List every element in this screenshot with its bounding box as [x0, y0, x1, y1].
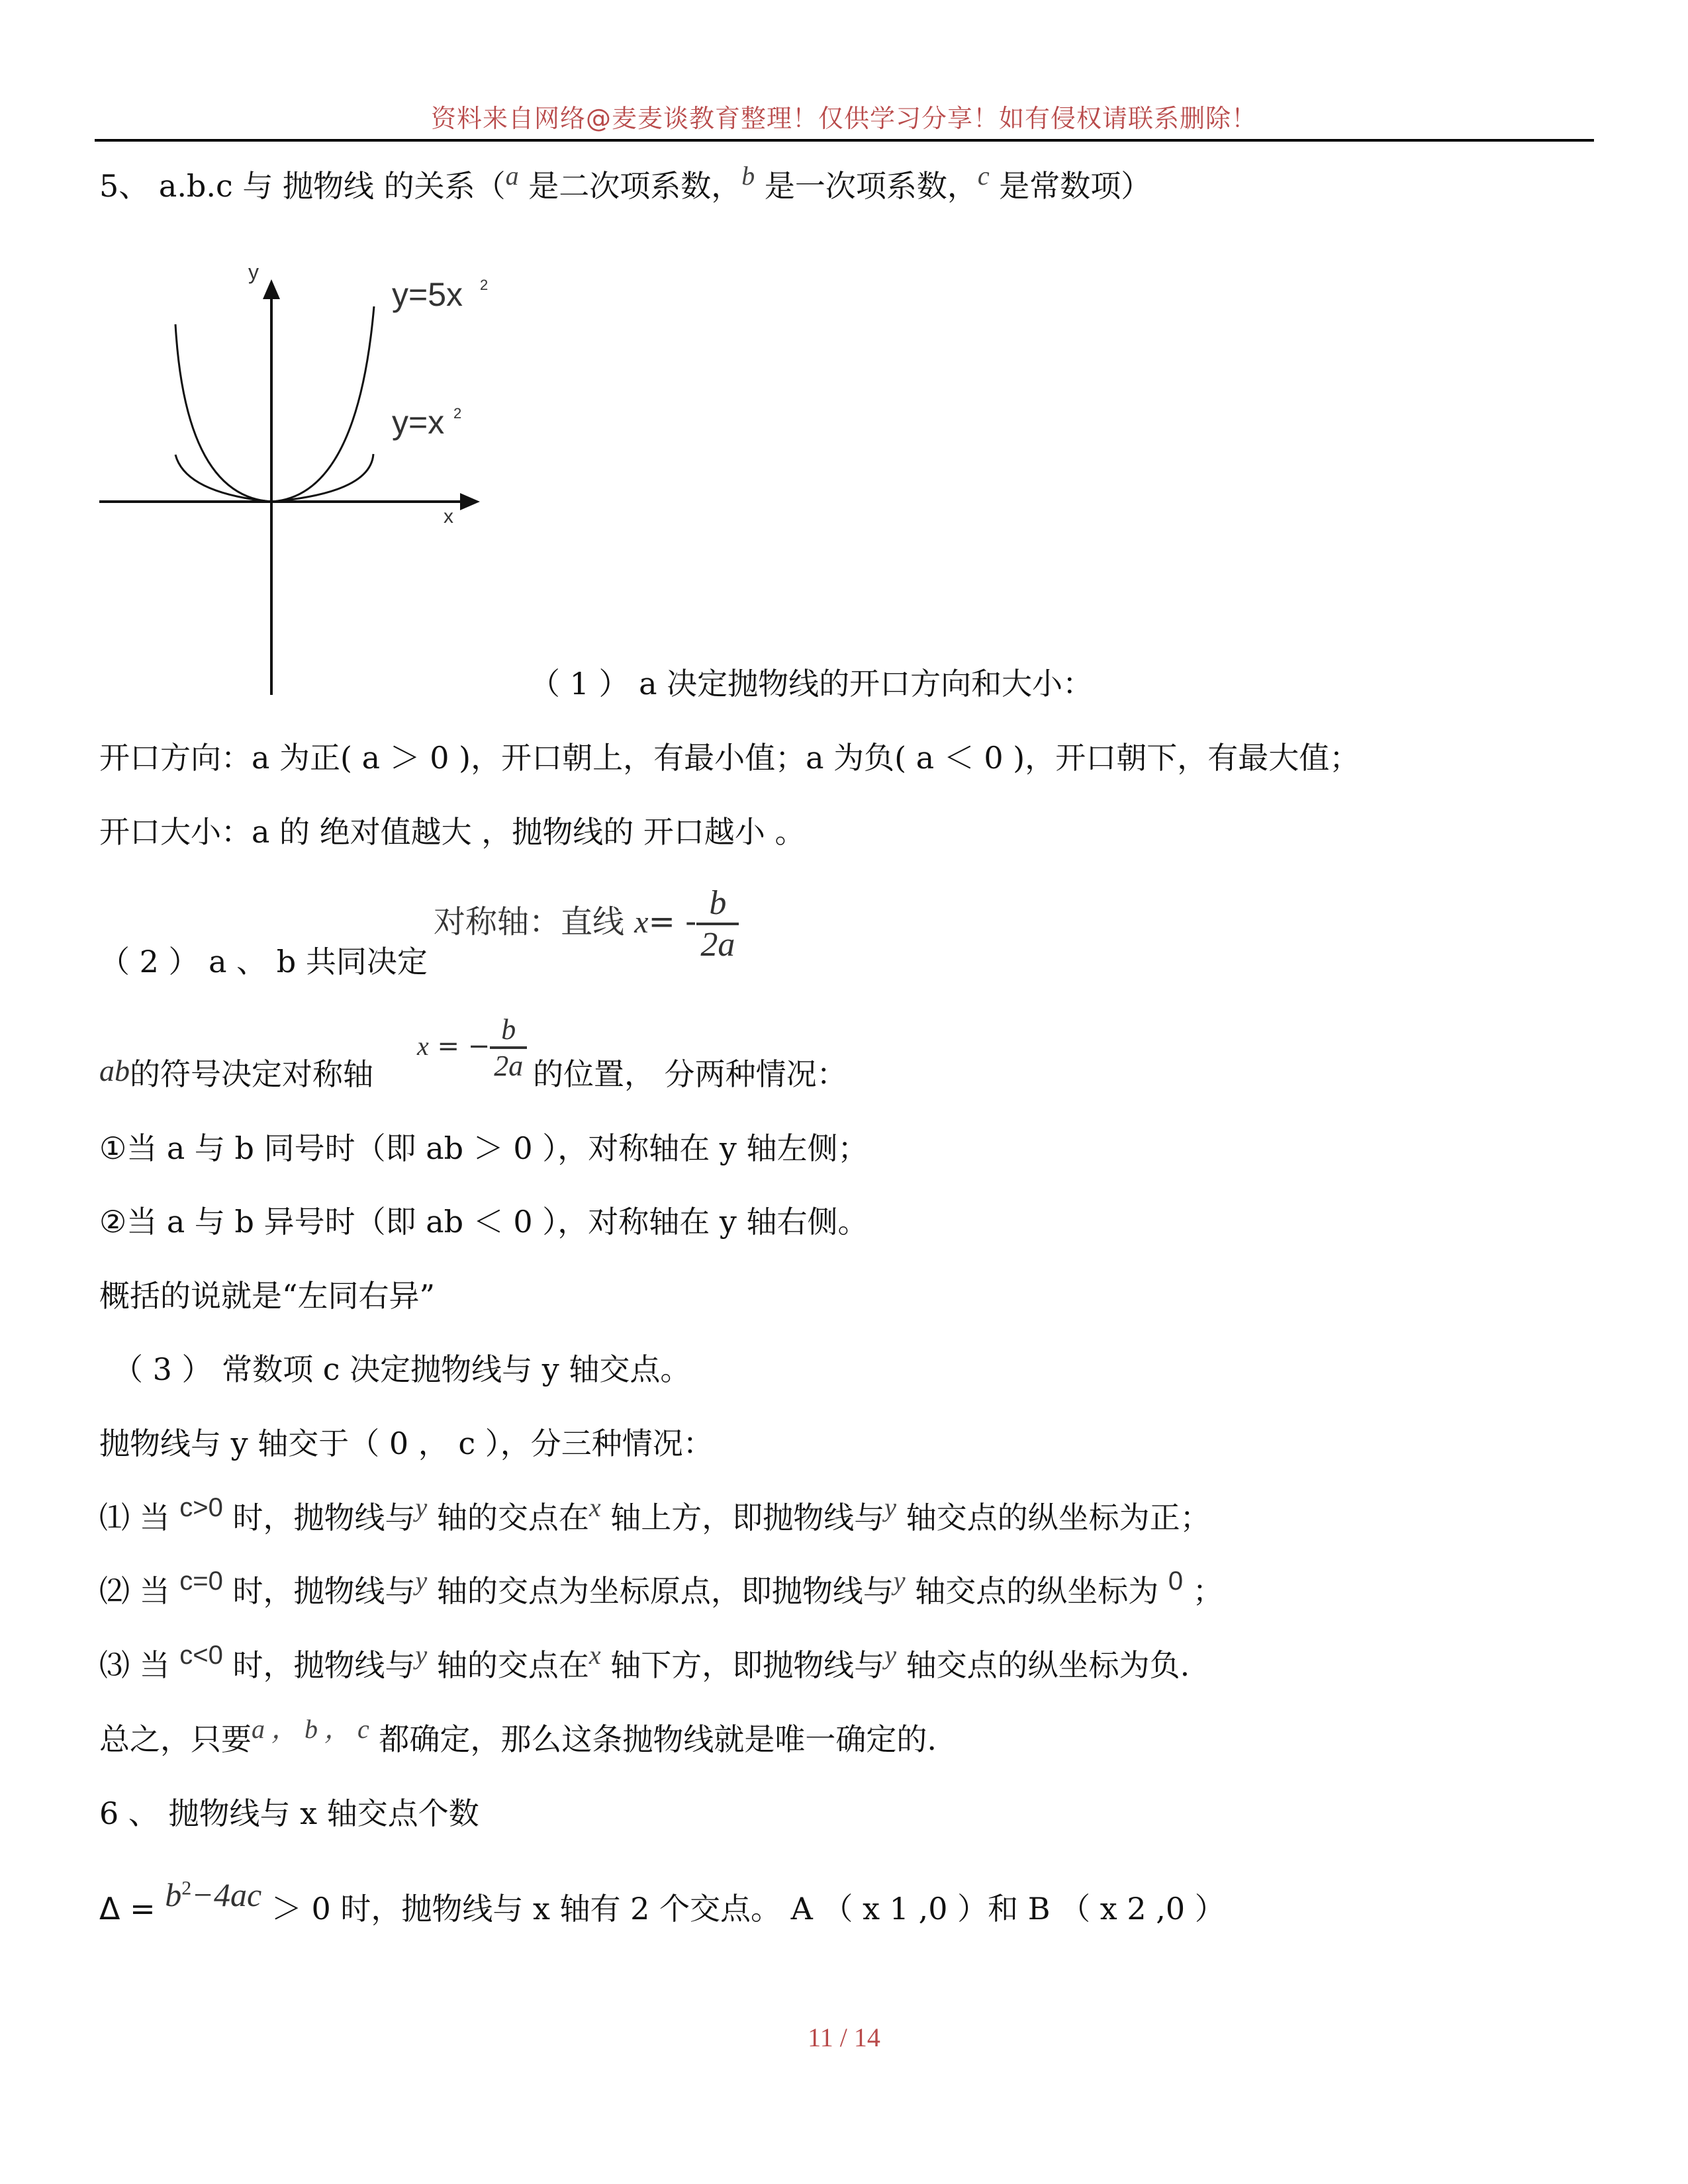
part-1-heading: （ 1 ） a 决定抛物线的开口方向和大小： [530, 666, 1094, 702]
svg-text:2: 2 [480, 277, 489, 293]
page-separator: / [833, 2023, 854, 2052]
case-pre: 当 [130, 1573, 180, 1609]
opening-size-text: 开口大小：a 的 绝对值越大 ，抛物线的 开口越小 。 [99, 814, 806, 850]
case-number: ⑵ [99, 1573, 130, 1609]
case-2-text: 当 a 与 b 异号时（即 ab ＜ 0 ），对称轴在 y 轴右侧。 [126, 1204, 868, 1240]
case-text: 轴下方，即抛物线与 [600, 1647, 885, 1683]
a-desc: 是二次项系数， [518, 168, 742, 204]
circled-1-icon: ① [99, 1130, 127, 1166]
var-y: y [415, 1566, 428, 1596]
case-pre: 当 [130, 1647, 180, 1683]
parabola-figure [93, 258, 490, 708]
var-y: y [415, 1640, 428, 1670]
var-y: y [893, 1566, 906, 1596]
case-text: 轴的交点在 [427, 1647, 589, 1683]
case-text: 轴交点的纵坐标为正； [896, 1500, 1211, 1535]
axis-eq: = - [648, 903, 697, 940]
y-axis-label: y [248, 260, 259, 284]
c-desc: 是常数项） [989, 168, 1152, 204]
svg-text:y=x: y=x [392, 404, 445, 441]
fraction-numerator: b [696, 884, 739, 925]
case-number: ⑴ [99, 1500, 130, 1535]
conclusion-pre: 总之，只要 [99, 1721, 252, 1757]
case-1-same-sign [99, 1130, 868, 1166]
var-b: b [741, 161, 755, 191]
summary-left-same-right-different: 概括的说就是“左同右异” [99, 1278, 436, 1314]
conclusion-post: 都确定，那么这条抛物线就是唯一确定的. [369, 1721, 937, 1757]
disc-rest: −4ac [191, 1876, 262, 1913]
var-c: c [977, 161, 990, 191]
inline-eq: = − [428, 1031, 491, 1062]
inline-numerator: b [490, 1013, 527, 1049]
parabola-graph-icon [93, 258, 490, 708]
delta-label: Δ = [99, 1891, 165, 1927]
disc-b: b [165, 1876, 182, 1913]
case-2-different-sign [99, 1204, 868, 1240]
part-3-heading: （ 3 ） 常数项 c 决定抛物线与 y 轴交点。 [113, 1351, 691, 1387]
discriminant-expression [165, 1876, 261, 1913]
case-text: 轴交点的纵坐标为 [905, 1573, 1168, 1609]
var-y: y [415, 1492, 428, 1522]
axis-x: x [634, 905, 649, 940]
discriminant-line [99, 1876, 1225, 1927]
case-text: 时，抛物线与 [222, 1500, 416, 1535]
c-case-2 [99, 1566, 1223, 1609]
page-number [0, 2022, 1688, 2053]
case-text: 轴的交点在 [427, 1500, 589, 1535]
section-5-title [99, 161, 1152, 204]
page-current: 11 [808, 2023, 833, 2052]
ab-text-1: 的符号决定对称轴 [130, 1056, 373, 1092]
disc-exp: 2 [181, 1877, 192, 1899]
opening-direction-text: 开口方向：a 为正( a ＞ 0 )，开口朝上，有最小值；a 为负( a ＜ 0 )，开口朝下，有最大值； [99, 740, 1360, 776]
condition-c-eq-0: c=0 [179, 1567, 223, 1596]
header-divider [95, 139, 1594, 142]
conclusion-vars: a ， b ， c [252, 1714, 369, 1744]
case-number: ⑶ [99, 1647, 130, 1683]
condition-c-gt-0: c>0 [179, 1493, 223, 1522]
ab-sign-line [99, 1054, 373, 1092]
var-a: a [505, 161, 519, 191]
inline-denominator: 2a [494, 1050, 524, 1082]
symmetry-axis-label: 对称轴：直线 [434, 903, 635, 940]
var-y: y [884, 1640, 897, 1670]
b-desc: 是一次项系数， [755, 168, 978, 204]
c-case-3 [99, 1640, 1190, 1683]
inline-axis-formula [417, 1013, 527, 1083]
case-text: 时，抛物线与 [222, 1573, 416, 1609]
inline-x: x [417, 1031, 429, 1061]
section-6-title: 6 、 抛物线与 x 轴交点个数 [99, 1796, 479, 1831]
circled-2-icon: ② [99, 1204, 127, 1240]
case-text: 轴的交点为坐标原点，即抛物线与 [427, 1573, 894, 1609]
symmetry-axis-formula [434, 884, 739, 964]
condition-c-lt-0: c<0 [179, 1641, 223, 1670]
var-y: y [884, 1492, 897, 1522]
c-case-1 [99, 1492, 1211, 1535]
axis-fraction [696, 884, 739, 964]
section-5-prefix: 5、 a.b.c 与 抛物线 的关系（ [99, 168, 506, 204]
case-text: 轴上方，即抛物线与 [600, 1500, 885, 1535]
page-total: 14 [853, 2023, 880, 2052]
discriminant-text: ＞ 0 时，抛物线与 x 轴有 2 个交点。 A （ x 1 ,0 ）和 B （ x 2 ,0 ） [261, 1891, 1225, 1927]
case-1-text: 当 a 与 b 同号时（即 ab ＞ 0 ），对称轴在 y 轴左侧； [126, 1130, 868, 1166]
var-x: x [588, 1492, 601, 1522]
part-3-conclusion [99, 1714, 937, 1757]
value-zero: 0 [1168, 1567, 1184, 1596]
case-text: 轴交点的纵坐标为负. [896, 1647, 1190, 1683]
case-text: 时，抛物线与 [222, 1647, 416, 1683]
ab-symbol: ab [99, 1054, 130, 1087]
ab-text-2: 的位置， 分两种情况： [533, 1056, 847, 1092]
svg-text:y=5x: y=5x [392, 276, 463, 313]
fraction-denominator: 2a [700, 926, 735, 964]
x-axis-label: x [444, 506, 453, 527]
case-pre: 当 [130, 1500, 180, 1535]
watermark-header: 资料来自网络@麦麦谈教育整理！仅供学习分享！如有侵权请联系删除！ [430, 104, 1257, 133]
case-text: ； [1183, 1573, 1223, 1609]
inline-fraction [490, 1013, 527, 1083]
var-x: x [588, 1640, 601, 1670]
part-2-heading: （ 2 ） a 、 b 共同决定 [99, 944, 428, 979]
svg-text:2: 2 [453, 405, 462, 422]
part-3-intro: 抛物线与 y 轴交于（ 0 ， c ），分三种情况： [99, 1426, 714, 1461]
